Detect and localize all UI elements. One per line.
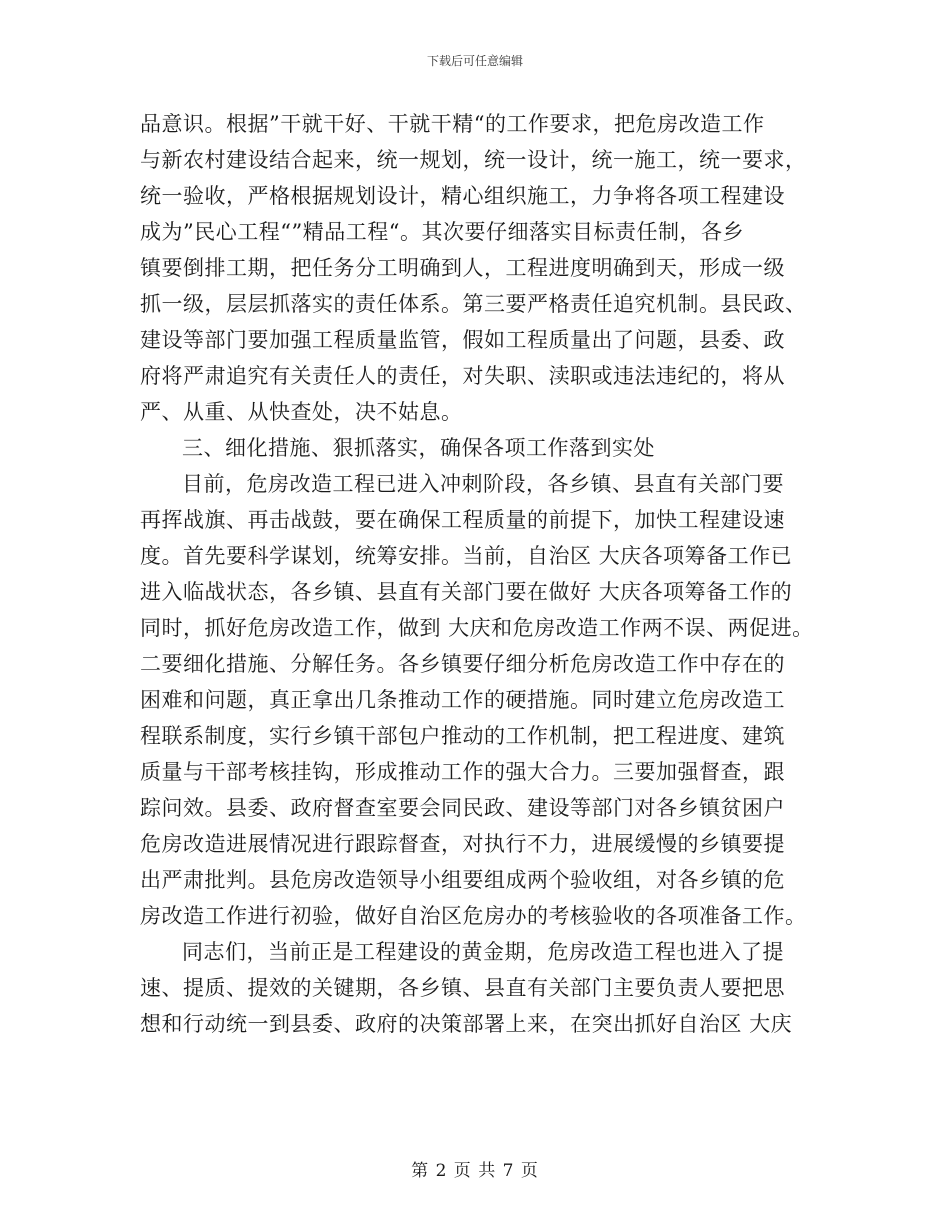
text-line: 同志们，当前正是工程建设的黄金期，危房改造工程也进入了提 xyxy=(182,940,784,964)
text-line: 成为”民心工程“”精品工程“。其次要仔细落实目标责任制，各乡 xyxy=(140,220,744,244)
text-line: 程联系制度，实行乡镇干部包户推动的工作机制，把工程进度、建筑 xyxy=(140,724,785,748)
text-line: 抓一级，层层抓落实的责任体系。第三要严格责任追究机制。县民政、 xyxy=(140,292,807,316)
text-line: 与新农村建设结合起来，统一规划，统一设计，统一施工，统一要求， xyxy=(140,148,807,172)
text-line: 危房改造进展情况进行跟踪督查，对执行不力，进展缓慢的乡镇要提 xyxy=(140,832,785,856)
header-note: 下载后可任意编辑 xyxy=(426,54,523,68)
text-line: 二要细化措施、分解任务。各乡镇要仔细分析危房改造工作中存在的 xyxy=(140,652,785,676)
text-line: 统一验收，严格根据规划设计，精心组织施工，力争将各项工程建设 xyxy=(140,184,785,208)
text-line: 同时，抓好危房改造工作，做到 大庆和危房改造工作两不误、两促进。 xyxy=(140,616,814,640)
text-line: 速、提质、提效的关键期，各乡镇、县直有关部门主要负责人要把思 xyxy=(140,976,785,1000)
text-line: 建设等部门要加强工程质量监管，假如工程质量出了问题，县委、政 xyxy=(140,328,785,352)
text-line: 再挥战旗、再击战鼓，要在确保工程质量的前提下，加快工程建设速 xyxy=(140,508,785,532)
text-line: 严、从重、从快查处，决不姑息。 xyxy=(140,400,463,424)
text-line: 进入临战状态，各乡镇、县直有关部门要在做好 大庆各项筹备工作的 xyxy=(140,580,793,604)
text-line: 想和行动统一到县委、政府的决策部署上来，在突出抓好自治区 大庆 xyxy=(140,1012,793,1036)
text-line: 出严肃批判。县危房改造领导小组要组成两个验收组，对各乡镇的危 xyxy=(140,868,785,892)
text-line: 府将严肃追究有关责任人的责任，对失职、渎职或违法违纪的，将从 xyxy=(140,364,785,388)
section-heading: 三、细化措施、狠抓落实，确保各项工作落到实处 xyxy=(182,436,655,460)
page-footer: 第 2 页 共 7 页 xyxy=(411,1161,539,1181)
text-line: 目前，危房改造工程已进入冲刺阶段，各乡镇、县直有关部门要 xyxy=(182,472,784,496)
document-body xyxy=(140,106,820,1042)
text-line: 踪问效。县委、政府督查室要会同民政、建设等部门对各乡镇贫困户 xyxy=(140,796,785,820)
text-line: 房改造工作进行初验，做好自治区危房办的考核验收的各项准备工作。 xyxy=(140,904,807,928)
text-line: 品意识。根据”干就干好、干就干精“的工作要求，把危房改造工作 xyxy=(140,112,765,136)
text-line: 镇要倒排工期，把任务分工明确到人，工程进度明确到天，形成一级 xyxy=(140,256,785,280)
text-line: 困难和问题，真正拿出几条推动工作的硬措施。同时建立危房改造工 xyxy=(140,688,785,712)
text-line: 质量与干部考核挂钩，形成推动工作的强大合力。三要加强督查，跟 xyxy=(140,760,785,784)
text-line: 度。首先要科学谋划，统筹安排。当前，自治区 大庆各项筹备工作已 xyxy=(140,544,793,568)
